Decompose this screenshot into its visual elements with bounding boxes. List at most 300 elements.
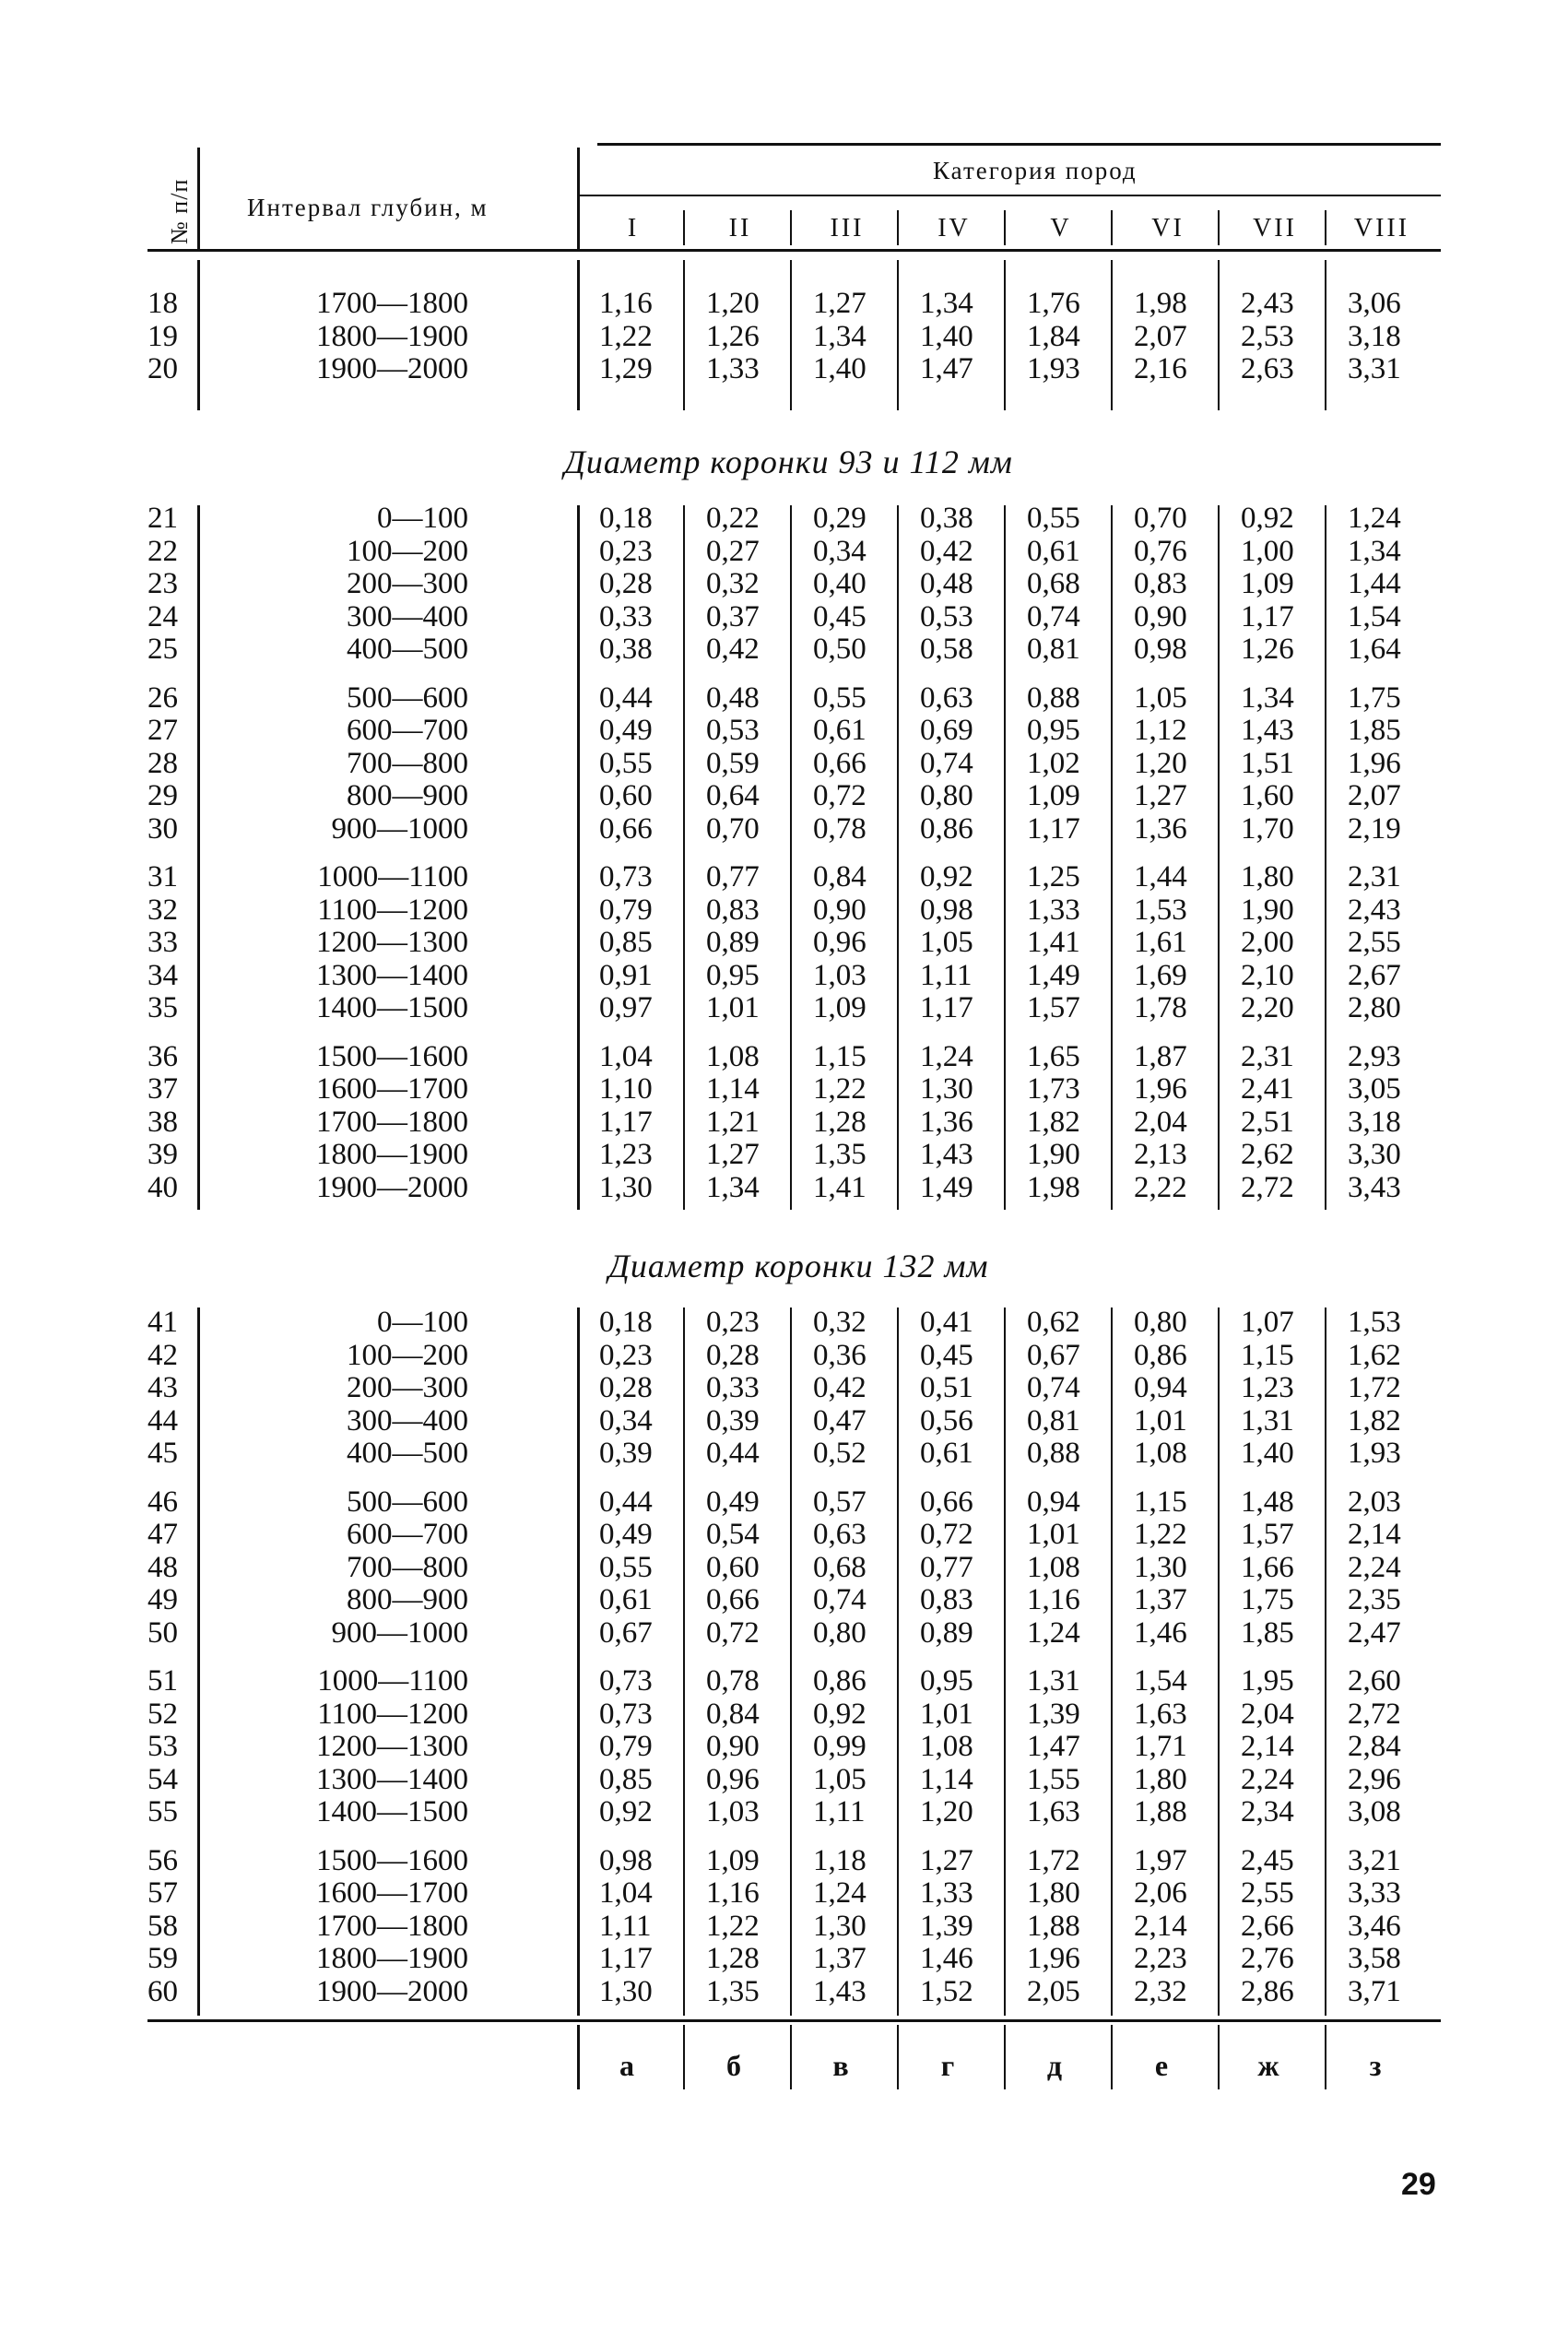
- footer-column-divider: [897, 2025, 899, 2089]
- table-cell: 0,55: [1027, 502, 1080, 535]
- table-cell: 1,03: [706, 1795, 760, 1828]
- table-cell: 0,61: [1027, 534, 1080, 568]
- depth-interval: 100—200: [347, 1338, 468, 1372]
- table-cell: 0,78: [813, 811, 867, 846]
- category-column-2: [706, 1307, 789, 2008]
- group-gap: [247, 1829, 468, 1845]
- table-cell: 2,34: [1241, 1795, 1294, 1828]
- footer-letter-7: ж: [1257, 2049, 1279, 2082]
- row-number: 58: [147, 1909, 178, 1943]
- depth-interval: 0—100: [377, 502, 468, 535]
- category-column-3: [813, 503, 896, 1204]
- column-divider: [1218, 260, 1220, 410]
- table-cell: 0,42: [813, 1371, 867, 1404]
- row-number: 57: [147, 1876, 178, 1910]
- table-cell: 0,83: [920, 1583, 973, 1616]
- table-cell: 1,15: [1241, 1338, 1294, 1372]
- table-cell: 0,22: [706, 502, 760, 535]
- table-cell: 0,66: [813, 746, 867, 780]
- table-cell: 1,47: [920, 352, 973, 385]
- table-cell: 0,72: [706, 1615, 760, 1650]
- column-divider: [897, 1307, 899, 2016]
- category-header-7: VII: [1253, 214, 1297, 243]
- table-cell: 1,26: [1241, 633, 1294, 666]
- table-cell: 2,35: [1348, 1583, 1401, 1616]
- column-divider: [1004, 260, 1006, 410]
- group-gap: [1027, 1829, 1110, 1845]
- table-cell: 0,55: [813, 680, 867, 715]
- table-cell: 1,93: [1027, 352, 1080, 385]
- table-cell: 2,14: [1348, 1518, 1401, 1551]
- table-cell: 1,37: [813, 1942, 867, 1975]
- table-cell: 2,66: [1241, 1909, 1294, 1943]
- table-cell: 1,17: [599, 1105, 653, 1139]
- row-number: 19: [147, 319, 178, 353]
- table-cell: 1,31: [1241, 1403, 1294, 1438]
- table-cell: 1,34: [920, 287, 973, 320]
- table-cell: 1,87: [1134, 1039, 1187, 1073]
- category-column-8: [1348, 503, 1431, 1204]
- table-cell: 1,55: [1027, 1762, 1080, 1796]
- group-gap: [706, 667, 789, 682]
- table-cell: 1,49: [920, 1170, 973, 1204]
- table-cell: 2,05: [1027, 1974, 1080, 2008]
- table-cell: 0,32: [813, 1306, 867, 1339]
- table-cell: 0,66: [706, 1583, 760, 1616]
- table-cell: 1,70: [1241, 811, 1294, 846]
- table-cell: 1,27: [813, 287, 867, 320]
- table-cell: 0,61: [813, 714, 867, 747]
- depth-interval: 1100—1200: [317, 1697, 468, 1731]
- column-divider: [1325, 1307, 1326, 2016]
- group-gap: [147, 1471, 203, 1486]
- table-cell: 0,73: [599, 1664, 653, 1698]
- table-cell: 0,54: [706, 1518, 760, 1551]
- table-cell: 1,28: [813, 1105, 867, 1139]
- table-cell: 1,03: [813, 958, 867, 992]
- table-cell: 0,90: [706, 1730, 760, 1763]
- depth-interval: 1700—1800: [316, 1105, 468, 1139]
- table-cell: 1,15: [1134, 1485, 1187, 1519]
- table-cell: 1,02: [1027, 746, 1080, 780]
- table-cell: 2,04: [1241, 1697, 1294, 1731]
- group-gap: [1241, 667, 1324, 682]
- row-number: 29: [147, 779, 178, 812]
- table-cell: 1,75: [1241, 1583, 1294, 1616]
- header-divider-npp: [197, 148, 200, 249]
- table-cell: 0,95: [1027, 714, 1080, 747]
- group-gap: [920, 1650, 1003, 1665]
- table-cell: 3,18: [1348, 319, 1401, 353]
- table-cell: 0,72: [813, 779, 867, 812]
- depth-interval: 800—900: [347, 1583, 468, 1616]
- table-cell: 1,47: [1027, 1730, 1080, 1763]
- row-number: 56: [147, 1843, 178, 1877]
- table-cell: 1,75: [1348, 680, 1401, 715]
- group-gap: [1027, 846, 1110, 861]
- table-cell: 1,30: [599, 1974, 653, 2008]
- category-header-3: III: [830, 214, 865, 243]
- table-cell: 0,51: [920, 1371, 973, 1404]
- table-cell: 2,00: [1241, 926, 1294, 959]
- table-cell: 2,10: [1241, 958, 1294, 992]
- table-cell: 2,23: [1134, 1942, 1187, 1975]
- table-cell: 2,84: [1348, 1730, 1401, 1763]
- table-cell: 1,60: [1241, 779, 1294, 812]
- table-cell: 0,95: [920, 1664, 973, 1698]
- interval-header: Интервал глубин, м: [247, 194, 489, 221]
- depth-interval: 1000—1100: [317, 1664, 468, 1698]
- table-cell: 3,31: [1348, 352, 1401, 385]
- category-header: Категория пород: [933, 157, 1138, 184]
- table-cell: 2,06: [1134, 1876, 1187, 1910]
- row-number: 38: [147, 1105, 178, 1139]
- section-caption: Диаметр коронки 132 мм: [608, 1248, 989, 1284]
- table-cell: 1,09: [1027, 779, 1080, 812]
- column-divider: [1325, 260, 1326, 410]
- table-cell: 0,91: [599, 958, 653, 992]
- column-divider: [1111, 260, 1113, 410]
- footer-column-divider: [683, 2025, 685, 2089]
- table-cell: 1,11: [599, 1909, 652, 1943]
- table-bottom-rule: [147, 2019, 1441, 2022]
- group-gap: [1348, 1650, 1431, 1665]
- table-cell: 2,04: [1134, 1105, 1187, 1139]
- group-gap: [1241, 1829, 1324, 1845]
- category-column-7: [1241, 1307, 1324, 2008]
- table-cell: 0,70: [1134, 502, 1187, 535]
- table-cell: 0,33: [599, 599, 653, 633]
- row-number: 59: [147, 1942, 178, 1975]
- row-number: 60: [147, 1974, 178, 2008]
- table-cell: 0,81: [1027, 1403, 1080, 1438]
- table-cell: 0,42: [920, 534, 973, 568]
- depth-interval: 1800—1900: [316, 319, 468, 353]
- table-cell: 3,58: [1348, 1942, 1401, 1975]
- category-column-3: [813, 1307, 896, 2008]
- table-cell: 2,72: [1348, 1697, 1401, 1731]
- row-number-bracket: [197, 1307, 200, 2016]
- row-number: 22: [147, 534, 178, 568]
- table-cell: 1,71: [1134, 1730, 1187, 1763]
- table-cell: 1,33: [920, 1876, 973, 1910]
- depth-interval: 100—200: [347, 534, 468, 568]
- table-cell: 0,45: [920, 1338, 973, 1372]
- group-gap: [1348, 846, 1431, 861]
- table-cell: 2,13: [1134, 1138, 1187, 1171]
- depth-interval: 700—800: [347, 1550, 468, 1584]
- table-cell: 1,01: [1027, 1518, 1080, 1551]
- table-cell: 3,06: [1348, 287, 1401, 320]
- group-gap: [147, 1829, 203, 1845]
- table-cell: 1,90: [1241, 893, 1294, 927]
- table-cell: 0,92: [1241, 502, 1294, 535]
- column-divider: [790, 260, 792, 410]
- group-gap: [247, 667, 468, 682]
- row-number: 30: [147, 811, 178, 846]
- table-cell: 0,44: [706, 1437, 760, 1470]
- table-cell: 0,88: [1027, 680, 1080, 715]
- table-cell: 0,89: [706, 926, 760, 959]
- depth-interval: 1500—1600: [316, 1039, 468, 1073]
- table-cell: 0,33: [706, 1371, 760, 1404]
- column-divider: [683, 1307, 685, 2016]
- table-cell: 0,52: [813, 1437, 867, 1470]
- table-cell: 1,15: [813, 1039, 867, 1073]
- row-number: 44: [147, 1403, 178, 1438]
- table-cell: 0,92: [920, 860, 973, 893]
- table-cell: 2,16: [1134, 352, 1187, 385]
- group-gap: [1134, 1829, 1217, 1845]
- table-cell: 0,63: [813, 1518, 867, 1551]
- table-cell: 3,05: [1348, 1072, 1401, 1106]
- table-cell: 1,40: [1241, 1437, 1294, 1470]
- table-cell: 1,00: [1241, 534, 1294, 568]
- category-header-4: IV: [937, 214, 971, 243]
- row-number-bracket: [197, 260, 200, 410]
- table-cell: 0,68: [1027, 567, 1080, 600]
- table-cell: 3,21: [1348, 1843, 1401, 1877]
- category-header-2: II: [728, 214, 752, 243]
- table-cell: 0,85: [599, 1762, 653, 1796]
- group-gap: [247, 1025, 468, 1041]
- group-gap: [813, 667, 896, 682]
- group-gap: [1348, 1025, 1431, 1041]
- category-column-1: [599, 1307, 682, 2008]
- row-number: 46: [147, 1485, 178, 1519]
- table-cell: 3,43: [1348, 1170, 1401, 1204]
- table-cell: 1,57: [1027, 991, 1080, 1024]
- column-divider: [1325, 505, 1326, 1210]
- table-cell: 1,34: [706, 1170, 760, 1204]
- table-cell: 1,93: [1348, 1437, 1401, 1470]
- table-cell: 1,39: [1027, 1697, 1080, 1731]
- table-cell: 0,55: [599, 746, 653, 780]
- depth-interval: 800—900: [347, 779, 468, 812]
- table-cell: 2,51: [1241, 1105, 1294, 1139]
- table-cell: 1,27: [920, 1843, 973, 1877]
- table-cell: 3,71: [1348, 1974, 1401, 2008]
- table-cell: 1,33: [1027, 893, 1080, 927]
- table-cell: 2,96: [1348, 1762, 1401, 1796]
- group-gap: [1027, 1025, 1110, 1041]
- group-gap: [706, 1471, 789, 1486]
- table-cell: 2,20: [1241, 991, 1294, 1024]
- table-cell: 0,83: [706, 893, 760, 927]
- group-gap: [599, 846, 682, 861]
- table-cell: 1,08: [1134, 1437, 1187, 1470]
- table-cell: 1,57: [1241, 1518, 1294, 1551]
- table-cell: 1,40: [920, 319, 973, 353]
- row-number: 20: [147, 352, 178, 385]
- group-gap: [147, 667, 203, 682]
- category-column-2: [706, 288, 789, 386]
- table-cell: 0,97: [599, 991, 653, 1024]
- table-cell: 0,72: [920, 1518, 973, 1551]
- table-cell: 1,31: [1027, 1664, 1080, 1698]
- table-cell: 0,42: [706, 633, 760, 666]
- row-number: 53: [147, 1730, 178, 1763]
- table-cell: 0,48: [706, 680, 760, 715]
- row-number: 51: [147, 1664, 178, 1698]
- table-cell: 1,51: [1241, 746, 1294, 780]
- table-cell: 3,46: [1348, 1909, 1401, 1943]
- footer-letter-2: б: [726, 2049, 741, 2082]
- table-cell: 1,12: [1134, 714, 1187, 747]
- table-cell: 0,41: [920, 1306, 973, 1339]
- group-gap: [1134, 667, 1217, 682]
- table-cell: 0,58: [920, 633, 973, 666]
- depth-interval: 600—700: [347, 1518, 468, 1551]
- depth-interval: 1600—1700: [316, 1876, 468, 1910]
- table-cell: 1,11: [920, 958, 973, 992]
- depth-interval: 0—100: [377, 1306, 468, 1339]
- depth-interval: 1600—1700: [316, 1072, 468, 1106]
- interval-column: [247, 1307, 468, 2008]
- row-number-column: [147, 503, 203, 1204]
- column-divider: [1004, 1307, 1006, 2016]
- table-cell: 1,41: [813, 1170, 867, 1204]
- row-number: 41: [147, 1306, 178, 1339]
- table-cell: 2,55: [1241, 1876, 1294, 1910]
- table-cell: 0,61: [599, 1583, 653, 1616]
- group-gap: [1134, 1650, 1217, 1665]
- category-divider: [897, 210, 899, 245]
- category-column-4: [920, 288, 1003, 386]
- header-top-rule: [597, 143, 1441, 146]
- table-cell: 1,46: [1134, 1615, 1187, 1650]
- group-gap: [813, 846, 896, 861]
- group-gap: [1027, 1650, 1110, 1665]
- category-column-7: [1241, 288, 1324, 386]
- column-divider: [683, 260, 685, 410]
- table-cell: 2,67: [1348, 958, 1401, 992]
- table-cell: 1,30: [599, 1170, 653, 1204]
- table-cell: 0,45: [813, 599, 867, 633]
- depth-interval: 1900—2000: [316, 1170, 468, 1204]
- row-number: 32: [147, 893, 178, 927]
- column-divider: [1004, 505, 1006, 1210]
- interval-bracket: [577, 505, 580, 1210]
- depth-interval: 200—300: [347, 1371, 468, 1404]
- table-cell: 0,80: [920, 779, 973, 812]
- table-cell: 1,28: [706, 1942, 760, 1975]
- depth-interval: 1100—1200: [317, 893, 468, 927]
- table-cell: 1,16: [706, 1876, 760, 1910]
- table-cell: 1,21: [706, 1105, 760, 1139]
- depth-interval: 400—500: [347, 1437, 468, 1470]
- table-cell: 1,98: [1027, 1170, 1080, 1204]
- table-cell: 1,66: [1241, 1550, 1294, 1584]
- table-cell: 0,23: [599, 534, 653, 568]
- group-gap: [920, 846, 1003, 861]
- table-cell: 1,01: [706, 991, 760, 1024]
- table-cell: 0,92: [599, 1795, 653, 1828]
- table-cell: 0,18: [599, 502, 653, 535]
- row-number: 54: [147, 1762, 178, 1796]
- table-cell: 0,49: [599, 714, 653, 747]
- table-cell: 0,95: [706, 958, 760, 992]
- table-cell: 2,31: [1241, 1039, 1294, 1073]
- table-cell: 0,28: [599, 567, 653, 600]
- table-cell: 0,77: [920, 1550, 973, 1584]
- table-cell: 0,85: [599, 926, 653, 959]
- table-cell: 1,01: [1134, 1403, 1187, 1438]
- table-cell: 1,20: [920, 1795, 973, 1828]
- depth-interval: 1000—1100: [317, 860, 468, 893]
- table-cell: 2,14: [1134, 1909, 1187, 1943]
- group-gap: [1241, 1471, 1324, 1486]
- table-cell: 1,41: [1027, 926, 1080, 959]
- header-divider-interval: [577, 148, 580, 249]
- table-cell: 1,96: [1134, 1072, 1187, 1106]
- depth-interval: 500—600: [347, 680, 468, 715]
- column-divider: [1111, 1307, 1113, 2016]
- table-cell: 1,22: [599, 319, 653, 353]
- group-gap: [147, 846, 203, 861]
- table-cell: 0,98: [1134, 633, 1187, 666]
- table-cell: 0,29: [813, 502, 867, 535]
- table-cell: 1,35: [706, 1974, 760, 2008]
- table-cell: 0,32: [706, 567, 760, 600]
- category-divider: [683, 210, 685, 245]
- table-cell: 1,30: [813, 1909, 867, 1943]
- table-cell: 1,82: [1027, 1105, 1080, 1139]
- table-cell: 0,86: [920, 811, 973, 846]
- table-cell: 1,80: [1027, 1876, 1080, 1910]
- table-cell: 0,70: [706, 811, 760, 846]
- section-caption: Диаметр коронки 93 и 112 мм: [564, 444, 1013, 480]
- footer-letter-4: г: [940, 2049, 955, 2082]
- table-cell: 0,38: [920, 502, 973, 535]
- row-number: 35: [147, 991, 178, 1024]
- table-cell: 1,85: [1348, 714, 1401, 747]
- row-number: 27: [147, 714, 178, 747]
- row-number-column: [147, 1307, 203, 2008]
- table-cell: 0,88: [1027, 1437, 1080, 1470]
- table-cell: 0,76: [1134, 534, 1187, 568]
- table-cell: 1,08: [920, 1730, 973, 1763]
- table-cell: 2,63: [1241, 352, 1294, 385]
- table-cell: 1,82: [1348, 1403, 1401, 1438]
- category-header-8: VIII: [1353, 214, 1410, 243]
- table-cell: 1,22: [813, 1072, 867, 1106]
- group-gap: [1241, 1025, 1324, 1041]
- table-cell: 0,23: [706, 1306, 760, 1339]
- group-gap: [599, 1650, 682, 1665]
- depth-interval: 1800—1900: [316, 1138, 468, 1171]
- category-column-8: [1348, 1307, 1431, 2008]
- row-number: 34: [147, 958, 178, 992]
- group-gap: [1134, 1471, 1217, 1486]
- group-gap: [813, 1025, 896, 1041]
- group-gap: [813, 1650, 896, 1665]
- depth-interval: 400—500: [347, 633, 468, 666]
- table-cell: 0,90: [1134, 599, 1187, 633]
- table-cell: 2,45: [1241, 1843, 1294, 1877]
- table-cell: 1,05: [813, 1762, 867, 1796]
- table-cell: 2,55: [1348, 926, 1401, 959]
- table-cell: 2,80: [1348, 991, 1401, 1024]
- group-gap: [599, 1829, 682, 1845]
- table-cell: 0,79: [599, 893, 653, 927]
- table-cell: 1,27: [1134, 779, 1187, 812]
- table-cell: 0,34: [599, 1403, 653, 1438]
- row-number: 18: [147, 287, 178, 320]
- row-number: 48: [147, 1550, 178, 1584]
- row-number: 55: [147, 1795, 178, 1828]
- npp-header: № п/п: [166, 178, 193, 244]
